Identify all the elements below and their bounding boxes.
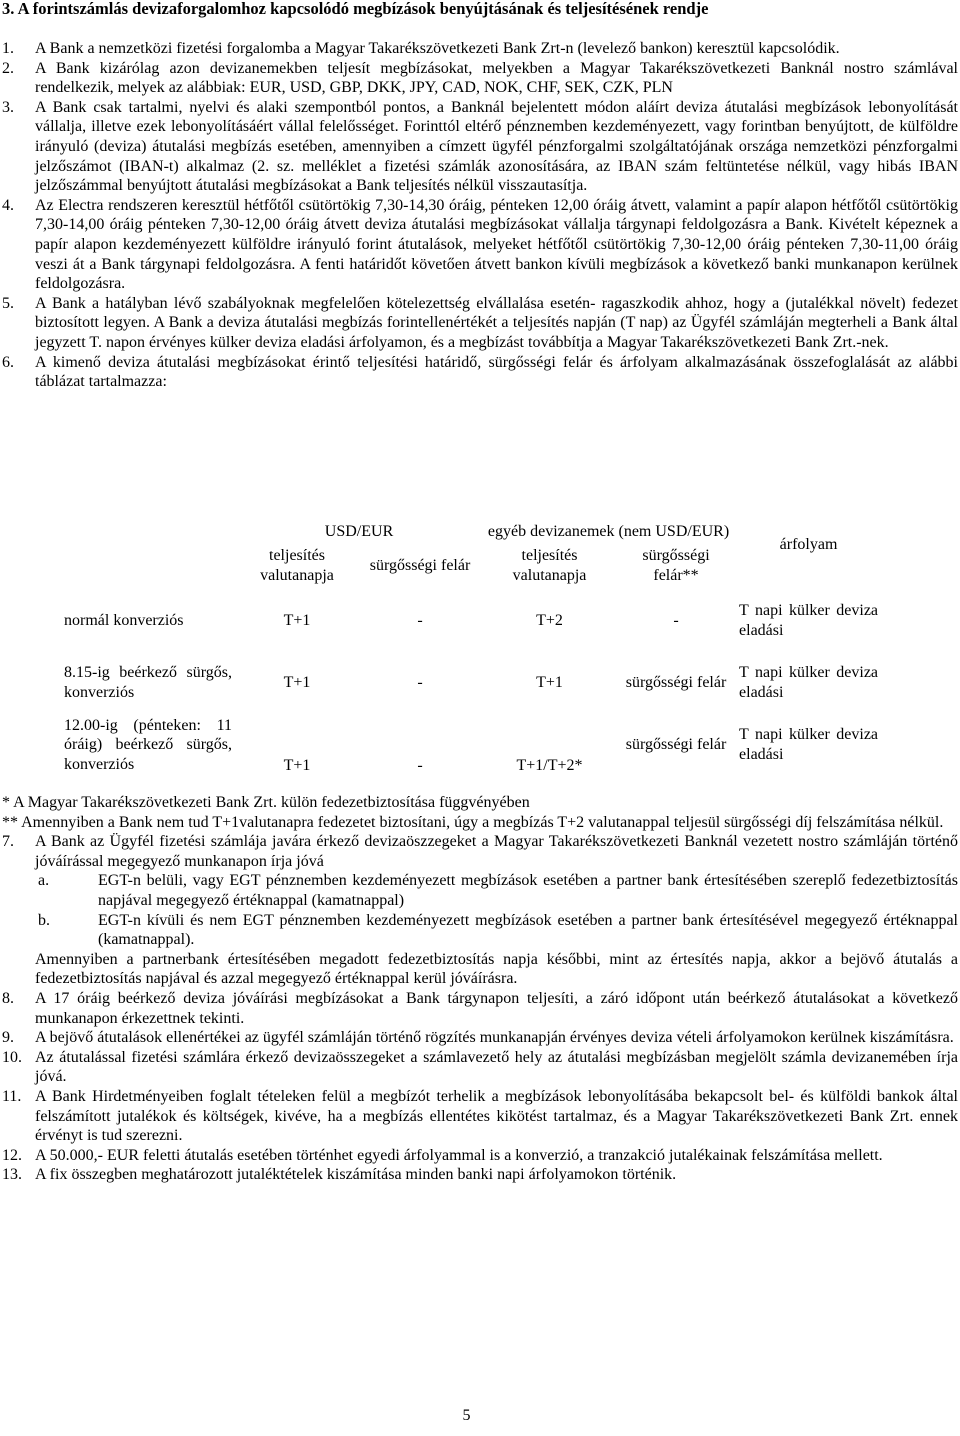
cell-rate: T napi külker deviza eladási	[739, 664, 879, 701]
cell-value-date: T+2	[536, 612, 563, 630]
sub-list-item	[38, 871, 958, 910]
table-row	[60, 590, 882, 652]
sub-list-item	[38, 911, 958, 950]
list-item-text: A Bank csak tartalmi, nyelvi és alaki szempontból pontos, a Banknál bejelentett módon aláírt deviza átutalási megbízások lebonyolítását vállalja, illetve ezek lebonyolításáért vállal felelősséget. Forinttól eltérő pénznemben kezdeményezett, vagy forintban benyújtott, de külföldre irányuló (deviza) átutalási megbízás esetében, amennyiben a címzett ügyfél pénzforgalmi szolgáltatójának országa nemzetközi pénzforgalmi jelzőszámot (IBAN-t) alkalmaz (2. sz. melléklet a fizetési számlák azonosítására, az IBAN szám feltüntetése nélkül, vagy hibás IBAN jelzőszámmal benyújtott átutalási megbízásokat a Bank teljesítés nélkül visszautasítja.	[35, 98, 958, 195]
cell-rate: T napi külker deviza eladási	[739, 726, 879, 763]
list-item	[2, 196, 958, 294]
cell-value-date: T+1	[283, 612, 311, 630]
list-item	[2, 98, 958, 196]
list-item	[2, 1028, 958, 1048]
list-item	[2, 1087, 958, 1146]
cell-urgency-fee: sürgősségi felár	[625, 736, 727, 754]
sub-list-item-letter: a.	[38, 872, 50, 890]
row-label: 12.00-ig (pénteken: 11 óráig) beérkező sürgős, konverziós	[64, 716, 232, 773]
cell-value-date: T+1	[283, 757, 311, 775]
list-item-text: A 50.000,- EUR feletti átutalás esetében történhet egyedi árfolyammal is a konverzió, a tranzakció jutalékainak felszámítása mellett.	[35, 1146, 883, 1164]
cell-urgency-fee: -	[417, 612, 423, 630]
list-item-text: A Bank az Ügyfél fizetési számlája javára érkező devizaöszzegeket a Magyar Takarékszövetkezeti Banknál vezetett nostro számláján történő jóváírással megegyező munkanapon írja jóvá	[35, 833, 958, 870]
list-item	[2, 353, 958, 392]
list-item-number: 8.	[2, 989, 14, 1007]
sub-list-item-letter: b.	[38, 911, 50, 929]
header-other-currencies: egyéb devizanemek (nem USD/EUR)	[487, 523, 730, 541]
cell-urgency-fee: -	[417, 674, 423, 692]
list-item	[2, 39, 958, 59]
page-number: 5	[462, 1407, 471, 1424]
numbered-list-top	[2, 39, 958, 392]
paragraph: Amennyiben a partnerbank értesítésében megadott fedezetbiztosítás napja későbbi, mint az értesítés napja, akkor a bejövő átutalás a fedezetbiztosítás napjával és azzal megegyező értéknappal kerül jóváírásra.	[35, 950, 958, 988]
list-item	[2, 832, 958, 871]
list-item-text: Az Electra rendszeren keresztül hétfőtől csütörtökig 7,30-14,30 óráig, pénteken 12,00 óráig átvett, valamint a papír alapon hétfőtől csütörtökig 7,30-14,00 óráig pénteken 7,30-12,00 óráig átvett deviza átutalási megbízásokat vállalja tárgynapi feldolgozásra a Bank. Kivételt képeznek a papír alapon kezdeményezett külföldre irányuló forint átutalások, melyeket hétfőtől csütörtökig 7,30-12,00 óráig pénteken 7,30-11,00 óráig veszi át a Bank tárgynapi feldolgozásra. A fenti határidőt követően átvett bankon kívüli megbízások a következő banki munkanapon kerülnek feldolgozásra.	[35, 196, 958, 293]
list-item	[2, 1048, 958, 1087]
sub-list-item-text: EGT-n kívüli és nem EGT pénznemben kezdeményezett megbízások esetében a partner bank értesítésével megegyező értéknappal (kamatnappal).	[98, 911, 958, 949]
footnote: ** Amennyiben a Bank nem tud T+1valutanapra fedezetet biztosítani, úgy a megbízás T+2 valutanappal teljesül sürgősségi díj felszámítása nélkül.	[2, 813, 944, 831]
list-item-number: 4.	[2, 196, 14, 214]
header-urgency-fee: sürgősségi felár**	[642, 547, 710, 584]
header-value-date: teljesítés valutanapja	[512, 547, 587, 584]
list-item-number: 5.	[2, 294, 14, 312]
header-value-date: teljesítés valutanapja	[260, 547, 334, 584]
list-item-text: A bejövő átutalások ellenértékei az ügyfél számláján történő rögzítés munkanapján érvényes deviza vételi árfolyamokon kerülnek kiszámításra.	[35, 1029, 954, 1047]
row-label: normál konverziós	[64, 612, 184, 630]
list-item-number: 7.	[2, 833, 14, 851]
notes-section	[2, 793, 958, 1185]
list-item-text: A Bank kizárólag azon devizanemekben teljesít megbízásokat, melyekben a Magyar Takarékszövetkezeti Banknál nostro számlával rendelkezik, melyek az alábbiak: EUR, USD, GBP, DKK, JPY, CAD, NOK, CHF, SEK, CZK, PLN	[35, 59, 958, 97]
cell-rate: T napi külker deviza eladási	[739, 602, 879, 639]
list-item-number: 6.	[2, 353, 14, 371]
header-rate: árfolyam	[779, 536, 838, 554]
list-item-number: 13.	[2, 1166, 22, 1184]
list-item	[2, 1165, 958, 1185]
header-urgency-fee: sürgősségi felár	[369, 557, 471, 575]
list-item-number: 3.	[2, 98, 14, 116]
sub-list-item-text: EGT-n belüli, vagy EGT pénznemben kezdeményezett megbízások esetében a partner bank értesítésében szereplő fedezetbiztosítás napjával megegyező értéknappal (kamatnappal)	[98, 872, 958, 909]
list-item-number: 11.	[2, 1087, 22, 1105]
cell-urgency-fee: -	[673, 612, 679, 630]
list-item-number: 12.	[2, 1146, 22, 1164]
cell-value-date: T+1	[283, 674, 311, 692]
list-item-text: A fix összegben meghatározott jutaléktételek kiszámítása minden banki napi árfolyamokon történik.	[35, 1166, 677, 1184]
footnote: * A Magyar Takarékszövetkezeti Bank Zrt. külön fedezetbiztosítása függvényében	[2, 794, 530, 811]
cell-value-date: T+1	[536, 674, 563, 692]
list-item-text: A Bank a nemzetközi fizetési forgalomba a Magyar Takarékszövetkezeti Bank Zrt-n (levelező bankon) keresztül kapcsolódik.	[35, 40, 840, 57]
list-item-number: 2.	[2, 59, 14, 77]
list-item-number: 9.	[2, 1029, 14, 1047]
cell-value-date: T+1/T+2*	[516, 757, 583, 775]
cell-urgency-fee: -	[417, 757, 423, 775]
list-item-text: A Bank Hirdetményeiben foglalt tételeken felül a megbízót terhelik a megbízások lebonyolításába bekapcsolt bel- és külföldi bankok által felszámított jutalékok és költségek, kivéve, ha a megbízás ellentétes kikötést tartalmaz, és a Magyar Takarékszövetkezeti Bank Zrt. ennek érvényt is tud szerezni.	[35, 1087, 958, 1145]
list-item	[2, 989, 958, 1028]
list-item	[2, 294, 958, 353]
list-item-text: A Bank a hatályban lévő szabályoknak megfelelően kötelezettség elvállalása esetén- ragaszkodik ahhoz, hogy a (jutalékkal növelt) fedezet biztosított legyen. A Bank a deviza átutalási megbízás forintellenértékét a teljesítés napján (T nap) az Ügyfél számláján megterheli a Bank által jegyzett T. napon érvényes külker deviza eladási árfolyamon, és a megbízást továbbítja a Magyar Takarékszövetkezeti Bank Zrt.-nek.	[35, 294, 958, 351]
section-heading: 3. A forintszámlás devizaforgalomhoz kapcsolódó megbízások benyújtásának és teljesítésének rendje	[2, 0, 709, 18]
list-item	[2, 1146, 958, 1166]
list-item	[2, 59, 958, 98]
list-item-text: A kimenő deviza átutalási megbízásokat érintő teljesítési határidő, sürgősségi felár és árfolyam alkalmazásának összefoglalását az alábbi táblázat tartalmazza:	[35, 353, 958, 391]
list-item-number: 1.	[2, 40, 14, 57]
list-item-text: A 17 óráig beérkező deviza jóváírási megbízásokat a Bank tárgynapon teljesíti, a záró időpont után beérkező átutalásokat a következő munkanapon érkezettnek tekinti.	[35, 989, 958, 1027]
cell-urgency-fee: sürgősségi felár	[625, 674, 727, 692]
table-row	[60, 714, 882, 776]
rates-table	[60, 500, 882, 776]
table-row	[60, 652, 882, 714]
list-item-text: Az átutalással fizetési számlára érkező devizaösszegeket a számlavezető hely az átutalási megbízásban megjelölt számla devizanemében írja jóvá.	[35, 1048, 958, 1086]
header-usd-eur: USD/EUR	[324, 523, 394, 541]
row-label: 8.15-ig beérkező sürgős, konverziós	[64, 664, 232, 701]
list-item-number: 10.	[2, 1048, 22, 1066]
